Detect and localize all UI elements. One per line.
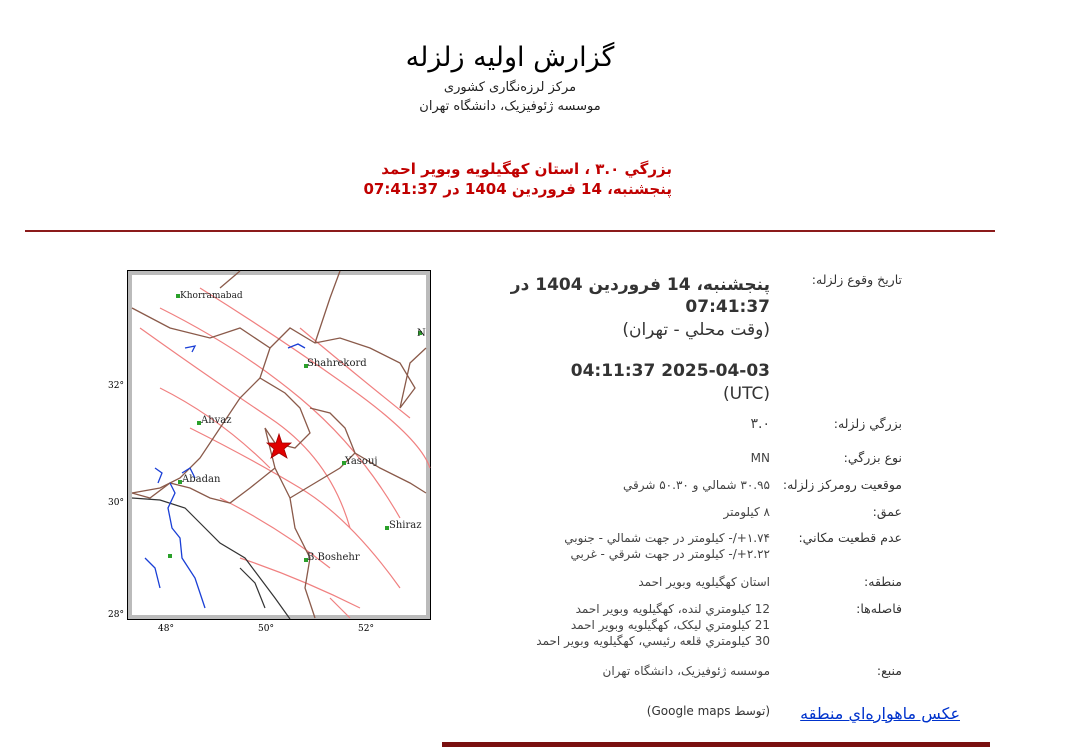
date-local-line2: 07:41:37 <box>685 297 770 317</box>
satellite-image-link[interactable]: عکس ماهواره‌اي منطقه <box>800 704 960 723</box>
header-org: مرکز لرزه‌نگاری کشوری <box>443 80 577 95</box>
lat-label-28: 28° <box>108 610 124 620</box>
magnitude-label: بزرگي زلزله: <box>833 416 902 431</box>
distances-label: فاصله‌ها: <box>856 601 902 616</box>
date-utc-note: (UTC) <box>723 384 770 404</box>
header-institute: موسسه ژئوفیزیک، دانشگاه تهران <box>419 99 601 114</box>
top-divider <box>25 230 995 232</box>
depth-label: عمق: <box>872 504 902 519</box>
distance-2: 21 کيلومتري ليکک، کهگيلويه وبوير احمد <box>570 618 770 632</box>
uncertainty-label: عدم قطعيت مکاني: <box>798 530 902 545</box>
lon-label-48: 48° <box>158 624 174 634</box>
lat-label-32: 32° <box>108 381 124 391</box>
date-utc: 2025-04-03 04:11:37 <box>570 361 770 381</box>
magtype-value: MN <box>750 451 770 465</box>
lon-label-52: 52° <box>358 624 374 634</box>
distance-3: 30 کيلومتري قلعه رئيسي، کهگيلويه وبوير احمد <box>536 634 770 648</box>
lat-label-30: 30° <box>108 498 124 508</box>
city-ahvaz: Ahvaz <box>201 415 232 426</box>
region-value: استان کهگيلويه وبوير احمد <box>638 575 770 589</box>
bottom-divider <box>442 742 990 747</box>
lon-label-50: 50° <box>258 624 274 634</box>
uncertainty-ns: ۱.۷۴+/- کيلومتر در جهت شمالي - جنوبي <box>564 531 770 545</box>
city-shahrekord: Shahrekord <box>307 358 367 369</box>
page-title: گزارش اولیه زلزله <box>405 42 615 73</box>
location-label: موقعيت رومرکز زلزله: <box>782 477 902 492</box>
satellite-link-note: (توسط Google maps) <box>646 704 770 718</box>
event-summary-magnitude: بزرگي ۳.۰ ، استان کهگيلويه وبوير احمد <box>381 160 672 178</box>
city-yasouj: Yasouj <box>345 456 378 467</box>
city-n: N <box>417 328 426 339</box>
city-shiraz: Shiraz <box>389 520 422 531</box>
uncertainty-ew: ۲.۲۲+/- کيلومتر در جهت شرقي - غربي <box>570 547 770 561</box>
depth-value: ۸ کيلومتر <box>723 505 770 519</box>
event-summary-date: پنجشنبه، 14 فروردين 1404 در 07:41:37 <box>363 180 672 198</box>
magtype-label: نوع بزرگي: <box>843 450 902 465</box>
region-label: منطقه: <box>864 574 902 589</box>
city-abadan: Abadan <box>182 474 221 485</box>
date-local-note: (وقت محلي - تهران) <box>622 320 770 340</box>
date-local-line1: پنجشنبه، 14 فروردين 1404 در <box>510 275 770 295</box>
epicenter-map <box>100 268 440 634</box>
city-bushehr: B.Boshehr <box>307 552 360 563</box>
source-value: موسسه ژئوفيزيک، دانشگاه تهران <box>602 664 770 678</box>
distance-1: 12 کيلومتري لنده، کهگيلويه وبوير احمد <box>575 602 770 616</box>
magnitude-value: ۳.۰ <box>750 416 770 432</box>
source-label: منبع: <box>876 663 902 678</box>
location-value: ۳۰.۹۵ شمالي و ۵۰.۳۰ شرقي <box>623 478 770 492</box>
city-khorramabad: Khorramabad <box>180 291 243 301</box>
date-label: تاريخ وقوع زلزله: <box>811 272 902 287</box>
